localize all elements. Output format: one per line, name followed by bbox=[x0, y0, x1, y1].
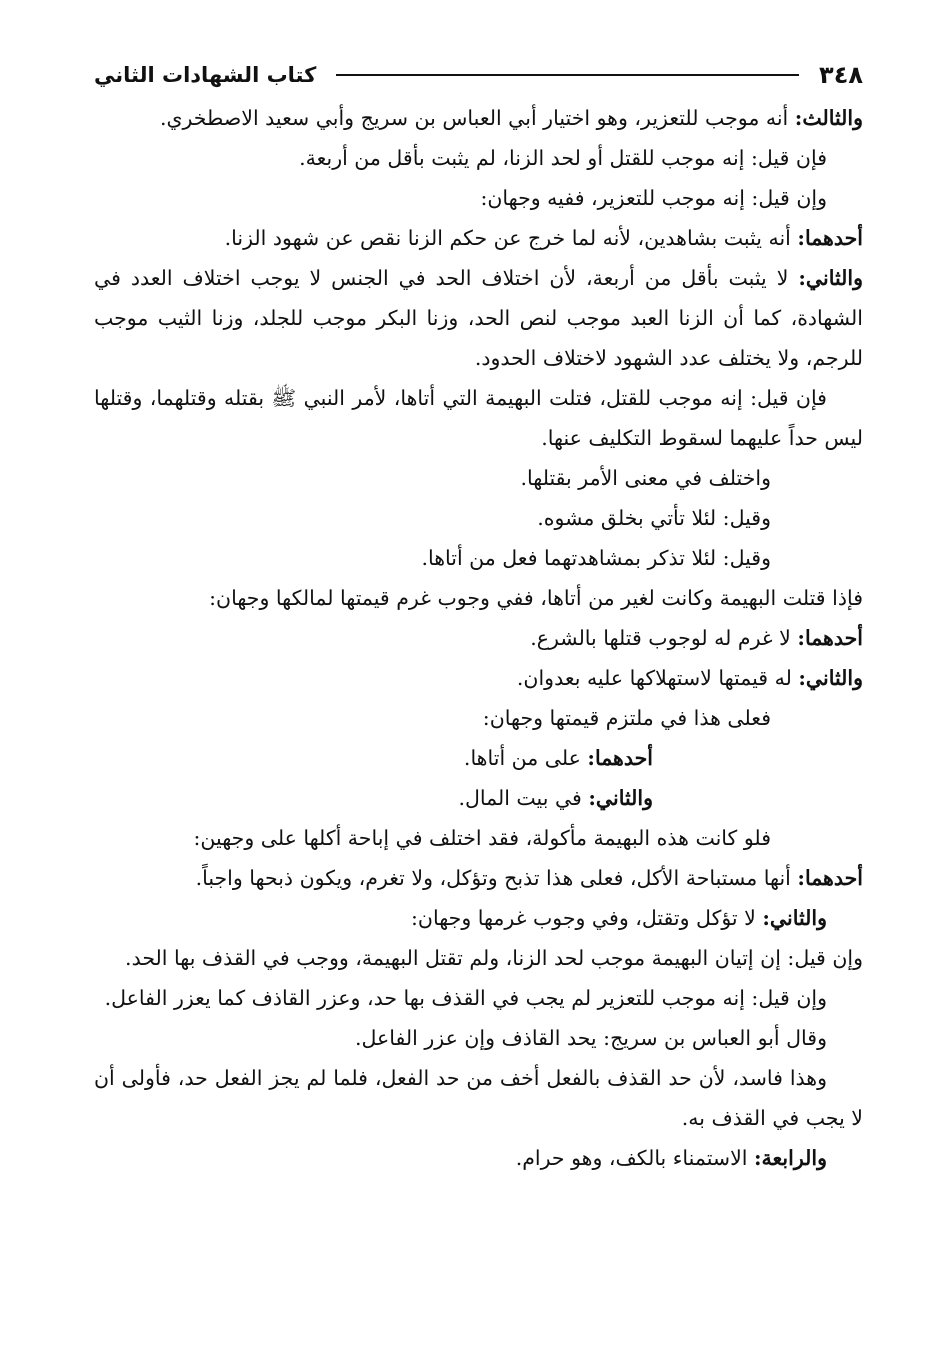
paragraph-lead: أحدهما: bbox=[797, 226, 863, 250]
paragraph-text: لا تؤكل وتقتل، وفي وجوب غرمها وجهان: bbox=[410, 906, 763, 930]
paragraph bbox=[94, 978, 863, 1018]
paragraph bbox=[94, 738, 863, 778]
paragraph bbox=[94, 578, 863, 618]
paragraph-text: لا يثبت بأقل من أربعة، لأن اختلاف الحد في الجنس لا يوجب اختلاف العدد في الشهادة، كما أن الزنا العبد موجب لنص الحد، وزنا البكر موجب للجلد، وزنا الثيب موجب للرجم، ولا يختلف عدد الشهود لاختلاف الحدود. bbox=[94, 266, 863, 370]
header-rule bbox=[336, 74, 799, 76]
paragraph bbox=[94, 258, 863, 378]
paragraph bbox=[94, 458, 863, 498]
paragraph-text: وإن قيل: إنه موجب للتعزير، ففيه وجهان: bbox=[480, 186, 827, 210]
paragraph-text: وقيل: لئلا تأتي بخلق مشوه. bbox=[537, 506, 771, 530]
paragraph-text: فإذا قتلت البهيمة وكانت لغير من أتاها، ففي وجوب غرم قيمتها لمالكها وجهان: bbox=[209, 586, 863, 610]
paragraph bbox=[94, 178, 863, 218]
paragraph bbox=[94, 778, 863, 818]
paragraph bbox=[94, 618, 863, 658]
paragraph bbox=[94, 858, 863, 898]
book-title: كتاب الشهادات الثاني bbox=[94, 63, 317, 87]
paragraph bbox=[94, 818, 863, 858]
paragraph bbox=[94, 538, 863, 578]
paragraph-lead: والثاني: bbox=[588, 786, 653, 810]
paragraph bbox=[94, 98, 863, 138]
paragraph-lead: أحدهما: bbox=[797, 866, 863, 890]
paragraph-text: له قيمتها لاستهلاكها عليه بعدوان. bbox=[516, 666, 799, 690]
page-number: ٣٤٨ bbox=[819, 61, 863, 89]
paragraph-text: فإن قيل: إنه موجب للقتل أو لحد الزنا، لم يثبت بأقل من أربعة. bbox=[299, 146, 827, 170]
paragraph-text: فلو كانت هذه البهيمة مأكولة، فقد اختلف في إباحة أكلها على وجهين: bbox=[193, 826, 771, 850]
paragraph-text: وإن قيل: إنه موجب للتعزير لم يجب في القذف بها حد، وعزر القاذف كما يعزر الفاعل. bbox=[104, 986, 827, 1010]
paragraph bbox=[94, 898, 863, 938]
paragraph-text: الاستمناء بالكف، وهو حرام. bbox=[515, 1146, 754, 1170]
paragraph-text: وإن قيل: إن إتيان البهيمة موجب لحد الزنا، ولم تقتل البهيمة، ووجب في القذف بها الحد. bbox=[125, 946, 863, 970]
paragraph bbox=[94, 218, 863, 258]
paragraph-text: واختلف في معنى الأمر بقتلها. bbox=[520, 466, 771, 490]
paragraph bbox=[94, 498, 863, 538]
paragraph-text: أنها مستباحة الأكل، فعلى هذا تذبح وتؤكل، ولا تغرم، ويكون ذبحها واجباً. bbox=[195, 866, 798, 890]
running-header bbox=[94, 52, 863, 98]
paragraph bbox=[94, 378, 863, 458]
paragraph bbox=[94, 1018, 863, 1058]
paragraph-text: فإن قيل: إنه موجب للقتل، فتلت البهيمة التي أتاها، لأمر النبي ﷺ بقتله وقتلهما، وقتلها ليس حداً عليهما لسقوط التكليف عنها. bbox=[94, 386, 863, 450]
paragraph-lead: أحدهما: bbox=[587, 746, 653, 770]
paragraph bbox=[94, 658, 863, 698]
body-text bbox=[94, 98, 863, 1178]
paragraph-lead: والثاني: bbox=[798, 266, 863, 290]
paragraph-text: وهذا فاسد، لأن حد القذف بالفعل أخف من حد الفعل، فلما لم يجز الفعل حد، فأولى أن لا يجب في القذف به. bbox=[94, 1066, 863, 1130]
paragraph-lead: والثاني: bbox=[762, 906, 827, 930]
paragraph-lead: والثاني: bbox=[798, 666, 863, 690]
paragraph bbox=[94, 138, 863, 178]
paragraph-text: لا غرم له لوجوب قتلها بالشرع. bbox=[530, 626, 798, 650]
paragraph-lead: والثالث: bbox=[794, 106, 863, 130]
paragraph bbox=[94, 1058, 863, 1138]
paragraph-text: أنه يثبت بشاهدين، لأنه لما خرج عن حكم الزنا نقص عن شهود الزنا. bbox=[224, 226, 798, 250]
paragraph-text: وقيل: لئلا تذكر بمشاهدتهما فعل من أتاها. bbox=[421, 546, 771, 570]
paragraph-text: وقال أبو العباس بن سريج: يحد القاذف وإن عزر الفاعل. bbox=[355, 1026, 827, 1050]
paragraph-text: على من أتاها. bbox=[463, 746, 588, 770]
paragraph-text: في بيت المال. bbox=[458, 786, 589, 810]
paragraph bbox=[94, 1138, 863, 1178]
paragraph-lead: والرابعة: bbox=[753, 1146, 827, 1170]
paragraph-text: أنه موجب للتعزير، وهو اختيار أبي العباس بن سريج وأبي سعيد الاصطخري. bbox=[159, 106, 795, 130]
paragraph-text: فعلى هذا في ملتزم قيمتها وجهان: bbox=[482, 706, 771, 730]
paragraph-lead: أحدهما: bbox=[797, 626, 863, 650]
paragraph bbox=[94, 698, 863, 738]
paragraph bbox=[94, 938, 863, 978]
